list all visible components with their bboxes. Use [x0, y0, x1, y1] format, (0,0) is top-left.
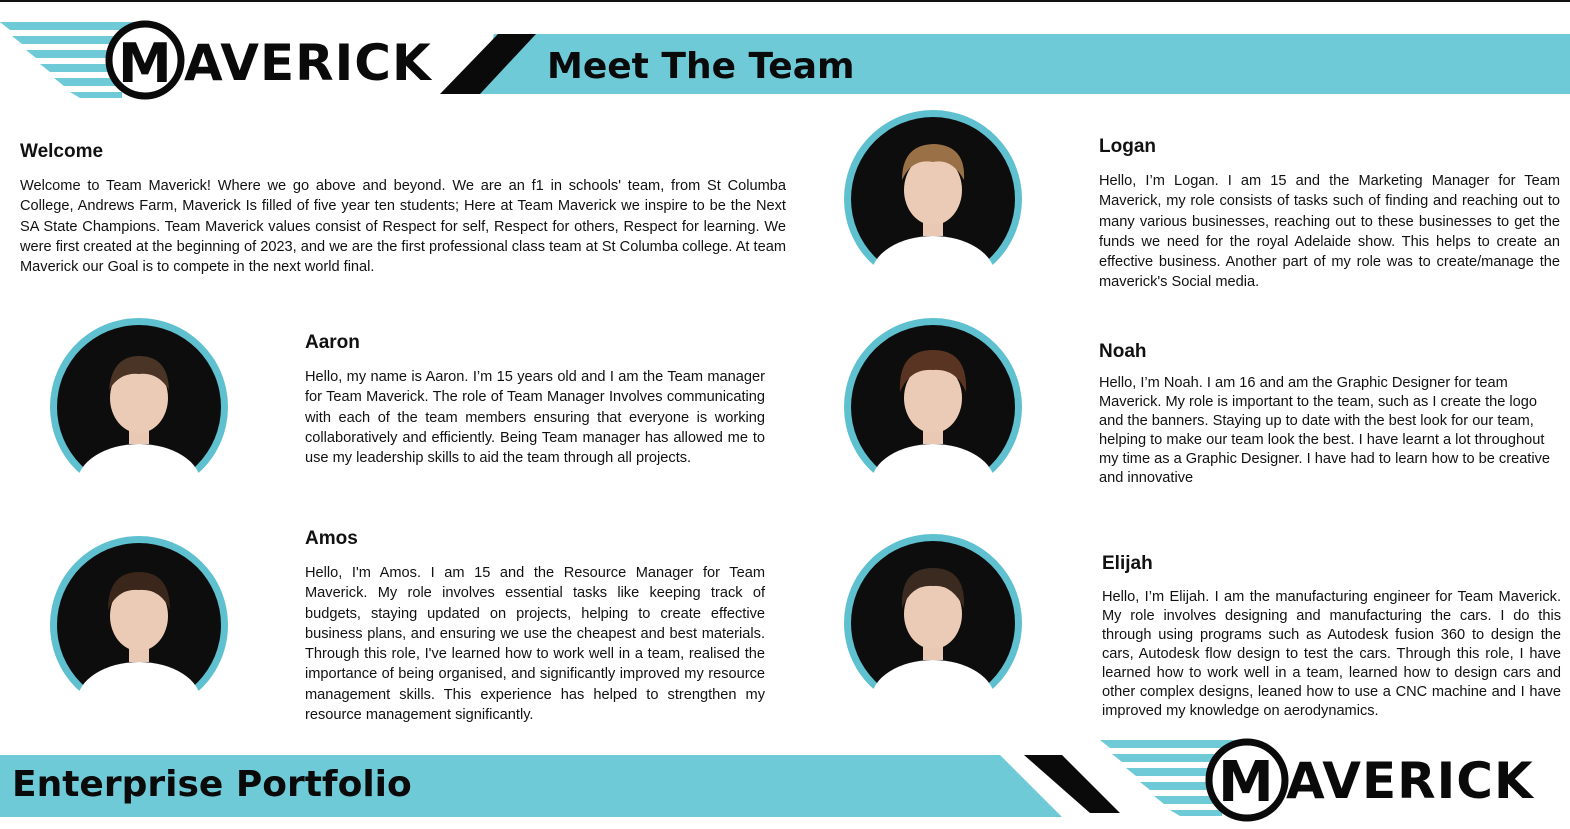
portrait-icon	[46, 532, 232, 718]
top-border	[0, 0, 1570, 2]
member-bio-aaron: Hello, my name is Aaron. I’m 15 years old and I am the Team manager for Team Maverick. The role of Team Manager Involves communicating with each of the team members ensuring that everyone is working collaboratively and efficiently. Being Team manager has allowed me to use my leadership skills to aid the team through all projects.	[305, 369, 765, 467]
member-bio-noah: Hello, I’m Noah. I am 16 and am the Graphic Designer for team Maverick. My role is important to the team, such as I create the logo and the banners. Staying up to date with the best look for our team, helping to make our team look the best. I have learnt a lot throughout my time as a Graphic Designer. I have had to learn how to be creative and innovative	[1099, 375, 1551, 486]
member-bio-logan: Hello, I’m Logan. I am 15 and the Marketing Manager for Team Maverick, my role consists of tasks such of finding and reaching out to many various businesses, reaching out to these businesses to get the funds we need for the royal Adelaide show. This helps to create an effective business. Another part of my role was to create/manage the maverick's Social media.	[1099, 173, 1560, 291]
logo-wordmark: AVERICK	[184, 34, 432, 92]
portrait-icon	[840, 314, 1026, 500]
member-name-aaron: Aaron	[305, 332, 360, 353]
logo-wordmark: AVERICK	[1286, 752, 1534, 810]
page-title: Meet The Team	[547, 46, 855, 87]
logo-letter: M	[118, 32, 173, 95]
welcome-heading: Welcome	[20, 141, 104, 162]
maverick-logo-bottom	[1100, 736, 1540, 824]
welcome-text: Welcome to Team Maverick! Where we go above and beyond. We are an f1 in schools' team, from St Columba College, Andrews Farm, Maverick Is filled of five year ten students; Here at Team Maverick we inspire to be the Next SA State Champions. Team Maverick values consist of Respect for self, Respect for others, Respect for learning. We were first created at the beginning of 2023, and we are the first professional class team at St Columba college. At team Maverick our Goal is to compete in the next world final.	[20, 178, 786, 276]
member-name-elijah: Elijah	[1102, 553, 1153, 574]
member-bio-amos: Hello, I'm Amos. I am 15 and the Resource Manager for Team Maverick. My role involves essential tasks like keeping track of budgets, staying updated on projects, helping to create effective business plans, and ensuring we use the cheapest and best materials. Through this role, I've learned how to work well in a team, realised the importance of being organised, and significantly improved my resource management skills. This experience has helped to strengthen my resource management significantly.	[305, 565, 765, 724]
footer-title: Enterprise Portfolio	[12, 764, 412, 805]
elijah-photo	[840, 530, 1026, 716]
logan-photo	[840, 106, 1026, 292]
portrait-icon	[840, 106, 1026, 292]
aaron-photo	[46, 314, 232, 500]
member-bio-elijah: Hello, I’m Elijah. I am the manufacturing engineer for Team Maverick. My role involves designing and manufacturing the cars. I do this through using programs such as Autodesk fusion 360 to design the cars, Autodesk flow design to test the cars. Through this role, I have learned how to work well in a team, learned how to design cars and other complex designs, leaned how to use a CNC machine and I have improved my knowledge on aerodynamics.	[1102, 589, 1561, 719]
maverick-logo-top	[0, 18, 440, 102]
portrait-icon	[46, 314, 232, 500]
noah-photo	[840, 314, 1026, 500]
amos-photo	[46, 532, 232, 718]
member-name-noah: Noah	[1099, 341, 1147, 362]
member-name-amos: Amos	[305, 528, 358, 549]
portrait-icon	[840, 530, 1026, 716]
member-name-logan: Logan	[1099, 136, 1156, 157]
logo-letter: M	[1218, 750, 1275, 815]
